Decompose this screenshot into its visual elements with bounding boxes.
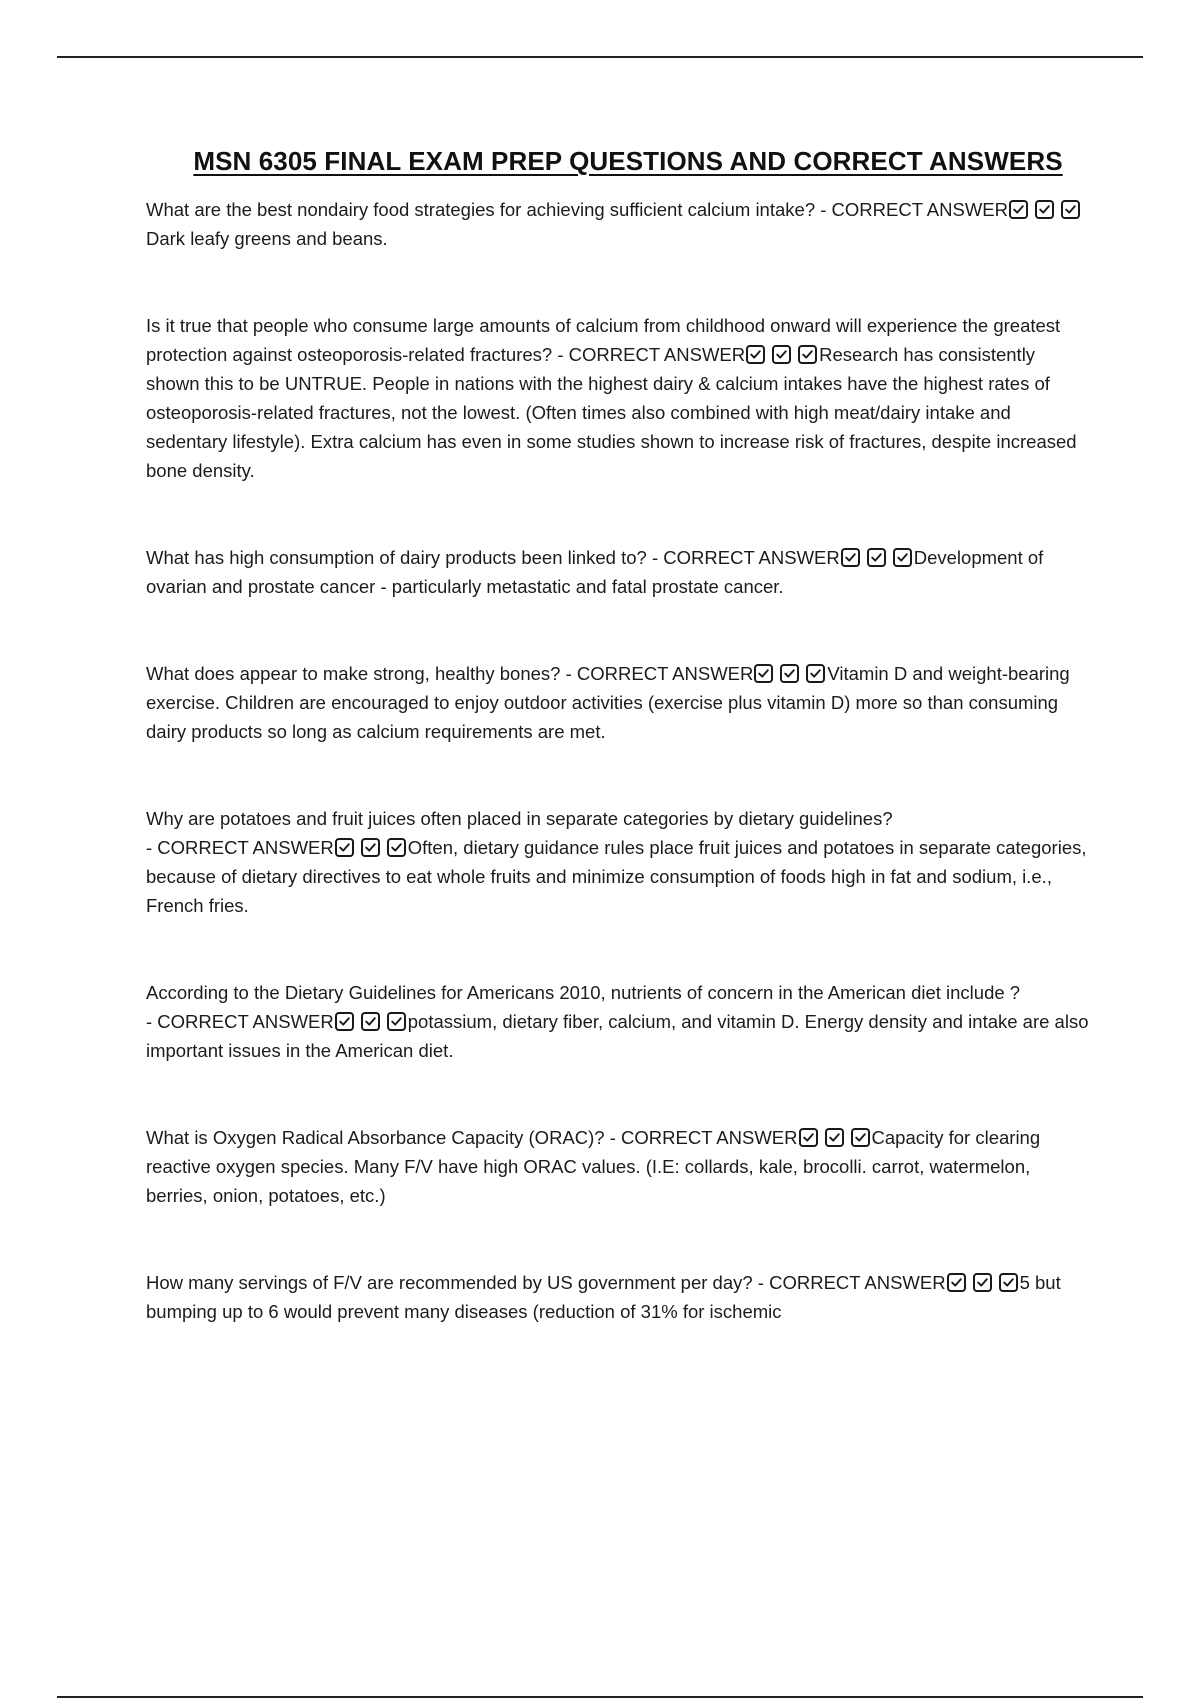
answer-marker <box>753 1272 1020 1293</box>
checkbox-check-icon <box>780 664 799 683</box>
qa-item <box>146 659 1092 746</box>
checkbox-check-icon <box>1035 200 1054 219</box>
answer-text: Often, dietary guidance rules place fruit juices and potatoes in separate categories, because of dietary directives to eat whole fruits and minimize consumption of foods high in fat and sodium, i.e., French fries. <box>146 837 1087 916</box>
answer-text: 5 but bumping up to 6 would prevent many diseases (reduction of 31% for ischemic <box>146 1272 1061 1322</box>
answer-text: Dark leafy greens and beans. <box>146 228 388 249</box>
checkbox-check-icon <box>746 345 765 364</box>
checkbox-check-icon <box>754 664 773 683</box>
question-text: Why are potatoes and fruit juices often placed in separate categories by dietary guidelines? <box>146 808 893 829</box>
question-text: What is Oxygen Radical Absorbance Capacity (ORAC)? <box>146 1127 605 1148</box>
answer-text: Development of ovarian and prostate cancer - particularly metastatic and fatal prostate cancer. <box>146 547 1044 597</box>
checkbox-check-icon <box>798 345 817 364</box>
checkbox-check-icon <box>973 1273 992 1292</box>
checkbox-check-icon <box>361 1012 380 1031</box>
question-text: What does appear to make strong, healthy bones? <box>146 663 561 684</box>
qa-item <box>146 804 1092 920</box>
checkbox-check-icon <box>387 1012 406 1031</box>
answer-text: Capacity for clearing reactive oxygen species. Many F/V have high ORAC values. (I.E: collards, kale, brocolli. carrot, watermelon, berries, onion, potatoes, etc.) <box>146 1127 1041 1206</box>
answer-marker <box>146 837 408 858</box>
correct-answer-label: - CORRECT ANSWER <box>815 199 1009 220</box>
answer-marker <box>647 547 914 568</box>
question-text: According to the Dietary Guidelines for Americans 2010, nutrients of concern in the American diet include ? <box>146 982 1021 1003</box>
qa-item <box>146 1123 1092 1210</box>
checkbox-check-icon <box>947 1273 966 1292</box>
answer-marker <box>815 199 1082 220</box>
qa-item <box>146 195 1092 253</box>
checkbox-check-icon <box>335 1012 354 1031</box>
top-rule <box>57 56 1143 58</box>
question-text: Is it true that people who consume large amounts of calcium from childhood onward will experience the greatest protection against osteoporosis-related fractures? <box>146 315 1061 365</box>
question-text: How many servings of F/V are recommended by US government per day? <box>146 1272 753 1293</box>
qa-item <box>146 1268 1092 1326</box>
answer-marker <box>552 344 819 365</box>
checkbox-check-icon <box>387 838 406 857</box>
correct-answer-label: - CORRECT ANSWER <box>604 1127 798 1148</box>
qa-item <box>146 543 1092 601</box>
document-body <box>146 146 1092 1326</box>
answer-marker <box>560 663 827 684</box>
correct-answer-label: - CORRECT ANSWER <box>146 1011 334 1032</box>
checkbox-check-icon <box>1009 200 1028 219</box>
correct-answer-label: - CORRECT ANSWER <box>552 344 746 365</box>
question-text: What has high consumption of dairy products been linked to? <box>146 547 647 568</box>
checkbox-check-icon <box>999 1273 1018 1292</box>
correct-answer-label: - CORRECT ANSWER <box>646 547 840 568</box>
qa-list <box>146 195 1092 1326</box>
answer-marker <box>146 1011 408 1032</box>
document-title: MSN 6305 FINAL EXAM PREP QUESTIONS AND CORRECT ANSWERS <box>193 146 1063 176</box>
question-text: What are the best nondairy food strategies for achieving sufficient calcium intake? <box>146 199 816 220</box>
qa-item <box>146 311 1092 485</box>
checkbox-check-icon <box>799 1128 818 1147</box>
correct-answer-label: - CORRECT ANSWER <box>560 663 754 684</box>
checkbox-check-icon <box>851 1128 870 1147</box>
checkbox-check-icon <box>841 548 860 567</box>
checkbox-check-icon <box>893 548 912 567</box>
checkbox-check-icon <box>335 838 354 857</box>
bottom-rule <box>57 1696 1143 1698</box>
answer-text: Vitamin D and weight-bearing exercise. Children are encouraged to enjoy outdoor activities (exercise plus vitamin D) more so than consuming dairy products so long as calcium requirements are met. <box>146 663 1070 742</box>
correct-answer-label: - CORRECT ANSWER <box>752 1272 946 1293</box>
checkbox-check-icon <box>361 838 380 857</box>
checkbox-check-icon <box>772 345 791 364</box>
answer-text: Research has consistently shown this to be UNTRUE. People in nations with the highest dairy & calcium intakes have the highest rates of osteoporosis-related fractures, not the lowest. (Often times also combined with high meat/dairy intake and sedentary lifestyle). Extra calcium has even in some studies shown to increase risk of fractures, despite increased bone density. <box>146 344 1077 481</box>
answer-text: potassium, dietary fiber, calcium, and vitamin D. Energy density and intake are also important issues in the American diet. <box>146 1011 1089 1061</box>
checkbox-check-icon <box>867 548 886 567</box>
checkbox-check-icon <box>806 664 825 683</box>
checkbox-check-icon <box>1061 200 1080 219</box>
answer-marker <box>605 1127 872 1148</box>
checkbox-check-icon <box>825 1128 844 1147</box>
correct-answer-label: - CORRECT ANSWER <box>146 837 334 858</box>
qa-item <box>146 978 1092 1065</box>
